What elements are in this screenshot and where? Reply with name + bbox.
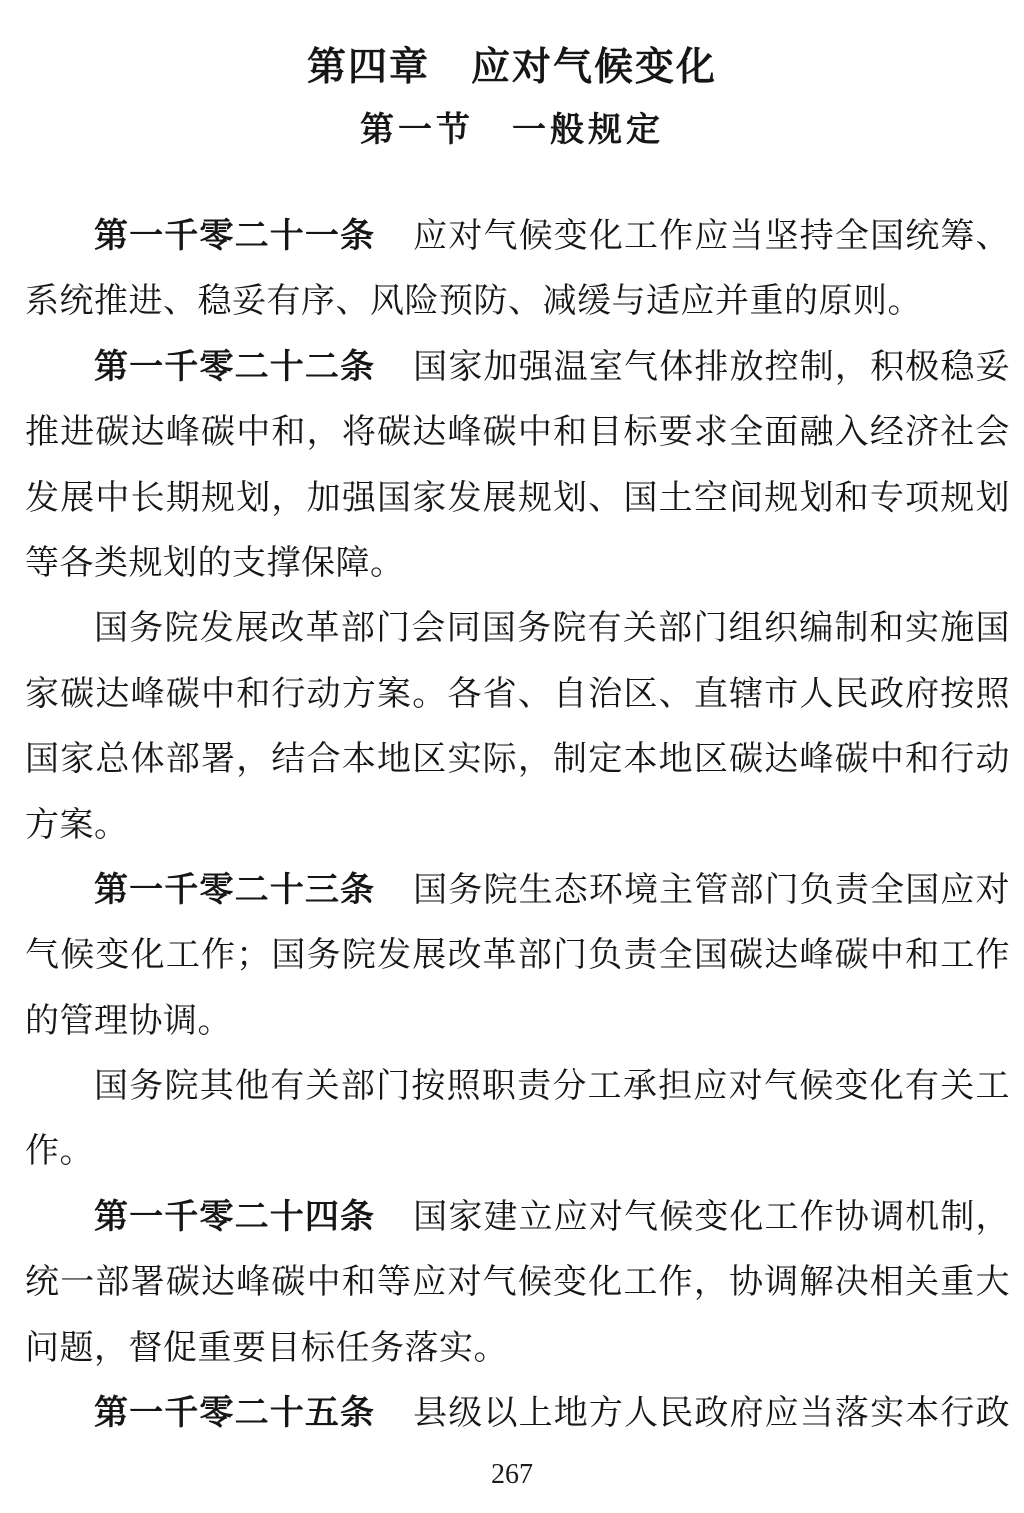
line-text: 国务院生态环境主管部门负责全国应对 xyxy=(413,871,1011,909)
line-text: 推进碳达峰碳中和，将碳达峰碳中和目标要求全面融入经济社会 xyxy=(25,414,1010,452)
line-text: 等各类规划的支撑保障。 xyxy=(25,544,405,582)
law-text-line xyxy=(25,269,1010,334)
section-heading: 第一节 一般规定 xyxy=(360,112,664,149)
article-number: 第一千零二十三条 xyxy=(94,870,376,909)
law-text-line xyxy=(25,1316,1010,1381)
line-text: 作。 xyxy=(25,1133,94,1171)
line-text: 家碳达峰碳中和行动方案。各省、自治区、直辖市人民政府按照 xyxy=(25,675,1010,713)
law-text-line xyxy=(25,727,1010,792)
article-number: 第一千零二十五条 xyxy=(94,1394,376,1433)
line-text: 应对气候变化工作应当坚持全国统筹、 xyxy=(413,218,1011,255)
law-text-line xyxy=(25,596,1010,661)
law-text-line xyxy=(25,531,1010,596)
line-text: 县级以上地方人民政府应当落实本行政 xyxy=(413,1395,1011,1433)
law-text-line xyxy=(25,204,1010,269)
line-text: 国务院其他有关部门按照职责分工承担应对气候变化有关工 xyxy=(94,1068,1010,1106)
law-text-line xyxy=(25,1054,1010,1119)
line-text: 气候变化工作；国务院发展改革部门负责全国碳达峰碳中和工作 xyxy=(25,937,1010,975)
line-text: 问题，督促重要目标任务落实。 xyxy=(25,1329,508,1367)
chapter-heading: 第四章 应对气候变化 xyxy=(306,46,717,89)
line-text: 的管理协调。 xyxy=(25,1002,232,1040)
line-text: 系统推进、稳妥有序、风险预防、减缓与适应并重的原则。 xyxy=(25,283,922,321)
article-number: 第一千零二十一条 xyxy=(94,217,376,255)
line-text: 国务院发展改革部门会同国务院有关部门组织编制和实施国 xyxy=(94,610,1010,648)
law-text-line xyxy=(25,1185,1010,1250)
article-number: 第一千零二十四条 xyxy=(94,1197,376,1236)
line-text: 发展中长期规划，加强国家发展规划、国土空间规划和专项规划 xyxy=(25,479,1010,517)
law-text-line xyxy=(25,858,1010,923)
law-text-line xyxy=(25,793,1010,858)
law-text-line xyxy=(25,466,1010,531)
law-text-line xyxy=(25,923,1010,988)
law-text-line xyxy=(25,662,1010,727)
law-text-line xyxy=(25,1250,1010,1315)
line-text: 方案。 xyxy=(25,806,129,844)
line-text: 国家加强温室气体排放控制，积极稳妥 xyxy=(413,348,1011,386)
law-text-line xyxy=(25,1119,1010,1184)
article-number: 第一千零二十二条 xyxy=(94,347,376,386)
line-text: 国家建立应对气候变化工作协调机制， xyxy=(413,1198,1011,1236)
line-text: 统一部署碳达峰碳中和等应对气候变化工作，协调解决相关重大 xyxy=(25,1264,1010,1302)
page-number: 267 xyxy=(491,1459,533,1490)
line-text: 国家总体部署，结合本地区实际，制定本地区碳达峰碳中和行动 xyxy=(25,741,1010,779)
law-text-line xyxy=(25,335,1010,400)
law-text-line xyxy=(25,400,1010,465)
document-body xyxy=(25,204,1010,1446)
law-text-line xyxy=(25,989,1010,1054)
law-text-line xyxy=(25,1381,1010,1446)
